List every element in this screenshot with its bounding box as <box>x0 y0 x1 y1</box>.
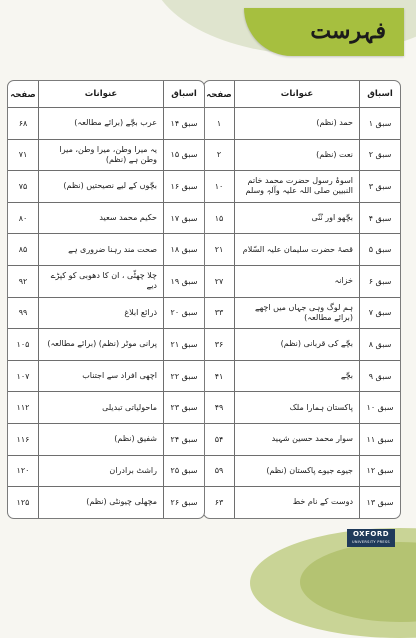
lesson-title: خزانہ <box>334 276 353 286</box>
page-number: ۴۹ <box>204 392 235 423</box>
lesson-number: سبق ۲۶ <box>163 487 204 518</box>
table-row <box>204 297 400 329</box>
lesson-title: چلا چھٹّی ، ان کا دھوبی کو کپڑے دیے <box>50 271 157 291</box>
lesson-number: سبق ۲۴ <box>163 424 204 455</box>
header-title: عنوانات <box>84 88 118 99</box>
lesson-title: راشٹ برادران <box>109 465 157 475</box>
page-number: ۶۳ <box>204 487 235 518</box>
lesson-title: مچھلی چیونٹی (نظم) <box>86 497 157 507</box>
header-page: صفحہ <box>204 81 235 107</box>
page-number: ۱۰۷ <box>8 361 39 392</box>
lesson-title: حمد (نظم) <box>316 118 353 128</box>
lesson-number: سبق ۸ <box>359 329 400 360</box>
page-number: ۴۱ <box>204 361 235 392</box>
page-number: ۳۳ <box>204 298 235 329</box>
lesson-number: سبق ۲ <box>359 140 400 171</box>
table-row <box>204 108 400 139</box>
table-row <box>8 139 204 171</box>
lesson-title: سوار محمد حسین شہید <box>271 434 353 444</box>
lesson-number: سبق ۲۲ <box>163 361 204 392</box>
table-row <box>8 233 204 265</box>
table-row <box>8 170 204 202</box>
lesson-title: ہم لوگ وہی جہاں میں اچھے (برائے مطالعہ) <box>255 302 353 322</box>
table-row <box>204 486 400 518</box>
table-row <box>8 423 204 455</box>
lesson-number: سبق ۵ <box>359 234 400 265</box>
page-number: ۱ <box>204 108 235 139</box>
table-row <box>8 360 204 392</box>
page-number: ۱۱۶ <box>8 424 39 455</box>
lesson-number: سبق ۲۳ <box>163 392 204 423</box>
lesson-number: سبق ۱۶ <box>163 171 204 202</box>
lesson-number: سبق ۷ <box>359 298 400 329</box>
lesson-title: بچّھو اور نُنّی <box>311 213 353 223</box>
page-title: فہرست <box>310 18 386 44</box>
page-number: ۱۱۲ <box>8 392 39 423</box>
table-row <box>204 202 400 234</box>
table-row <box>204 360 400 392</box>
table-row <box>204 265 400 297</box>
lesson-number: سبق ۱۵ <box>163 140 204 171</box>
page-number: ۹۲ <box>8 266 39 297</box>
table-row <box>8 265 204 297</box>
lesson-title: جیوے جیوے پاکستان (نظم) <box>266 465 353 475</box>
lesson-title: یہ میرا وطن، میرا وطن، میرا وطن ہے (نظم) <box>59 144 157 164</box>
page-number: ۲ <box>204 140 235 171</box>
title-banner <box>244 8 404 56</box>
page-number: ۷۱ <box>8 140 39 171</box>
lesson-title: ذرائع ابلاغ <box>124 307 157 317</box>
lesson-number: سبق ۲۰ <box>163 298 204 329</box>
header-lesson: اسباق <box>359 81 400 107</box>
page-number: ۱۲۵ <box>8 487 39 518</box>
header-lesson: اسباق <box>163 81 204 107</box>
table-row <box>204 170 400 202</box>
lesson-title: قصۂ حضرت سلیمان علیہ السّلام <box>242 244 353 254</box>
table-row <box>8 108 204 139</box>
lesson-number: سبق ۹ <box>359 361 400 392</box>
table-row <box>8 455 204 487</box>
header-page: صفحہ <box>8 81 39 107</box>
lesson-number: سبق ۳ <box>359 171 400 202</box>
page-number: ۶۸ <box>8 108 39 139</box>
table-row <box>8 486 204 518</box>
table-row <box>204 328 400 360</box>
table-row <box>8 328 204 360</box>
page-number: ۸۰ <box>8 203 39 234</box>
lesson-title: پرانی موٹر (نظم) (برائے مطالعہ) <box>47 339 157 349</box>
table-row <box>8 297 204 329</box>
lesson-title: شفیق (نظم) <box>114 434 157 444</box>
lesson-title: حکیم محمد سعید <box>99 213 157 223</box>
page-number: ۱۰۵ <box>8 329 39 360</box>
page-number: ۲۷ <box>204 266 235 297</box>
page-number: ۵۴ <box>204 424 235 455</box>
lesson-number: سبق ۴ <box>359 203 400 234</box>
lesson-number: سبق ۱۳ <box>359 487 400 518</box>
contents-table-left <box>7 80 205 519</box>
lesson-number: سبق ۱۴ <box>163 108 204 139</box>
table-row <box>204 139 400 171</box>
table-row <box>204 391 400 423</box>
page-number: ۹۹ <box>8 298 39 329</box>
lesson-title: بچّوں کے لیے نصیحتیں (نظم) <box>63 181 157 191</box>
page-number: ۱۰ <box>204 171 235 202</box>
table-row <box>204 455 400 487</box>
page-number: ۱۵ <box>204 203 235 234</box>
page-number: ۸۵ <box>8 234 39 265</box>
page-number: ۵۹ <box>204 456 235 487</box>
lesson-number: سبق ۱۹ <box>163 266 204 297</box>
page-number: ۳۶ <box>204 329 235 360</box>
lesson-title: صحت مند رہنا ضروری ہے <box>68 244 157 254</box>
lesson-title: نعت (نظم) <box>316 149 353 159</box>
table-header <box>204 81 400 108</box>
lesson-number: سبق ۱۰ <box>359 392 400 423</box>
lesson-title: اچھی افراد سے اجتناب <box>82 371 157 381</box>
header-title: عنوانات <box>280 88 314 99</box>
page-number: ۱۲۰ <box>8 456 39 487</box>
lesson-title: دوست کے نام خط <box>292 497 353 507</box>
lesson-number: سبق ۱۲ <box>359 456 400 487</box>
lesson-title: بچّے کی قربانی (نظم) <box>280 339 353 349</box>
table-row <box>204 233 400 265</box>
lesson-number: سبق ۱۱ <box>359 424 400 455</box>
contents-table-right <box>203 80 401 519</box>
publisher-sub: UNIVERSITY PRESS <box>352 540 390 544</box>
lesson-number: سبق ۱۷ <box>163 203 204 234</box>
lesson-number: سبق ۱۸ <box>163 234 204 265</box>
page-number: ۷۵ <box>8 171 39 202</box>
lesson-title: اسوۂ رسول حضرت محمد خاتم النبیین صلی اللہ علیہ وآلہٖ وسلم <box>245 176 353 196</box>
table-header <box>8 81 204 108</box>
lesson-title: بچّے <box>340 371 353 381</box>
publisher-logo <box>347 529 395 547</box>
lesson-title: عرب بچّے (برائے مطالعہ) <box>74 118 157 128</box>
lesson-title: ماحولیاتی تبدیلی <box>102 402 157 412</box>
lesson-number: سبق ۶ <box>359 266 400 297</box>
lesson-number: سبق ۱ <box>359 108 400 139</box>
lesson-title: پاکستان ہمارا ملک <box>289 402 353 412</box>
lesson-number: سبق ۲۱ <box>163 329 204 360</box>
table-row <box>8 391 204 423</box>
page-number: ۲۱ <box>204 234 235 265</box>
table-row <box>204 423 400 455</box>
lesson-number: سبق ۲۵ <box>163 456 204 487</box>
table-row <box>8 202 204 234</box>
publisher-name: OXFORD <box>352 530 390 538</box>
